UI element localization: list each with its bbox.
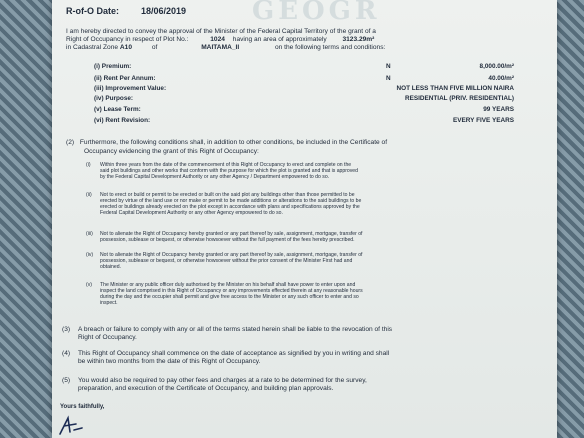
district-name: MAITAMA_II: [201, 44, 240, 51]
clause-line: preparation, and execution of the Certificate of Occupancy, and building plan approvals.: [78, 385, 334, 392]
document-page: [52, 0, 557, 438]
intro-line-3a: in Cadastral Zone: [66, 44, 119, 51]
term-label: (i) Premium:: [94, 63, 132, 70]
term-label: (v) Lease Term:: [94, 106, 141, 113]
intro-line-3: [66, 44, 546, 52]
subclause-line: possession, sublease or bequest, or otherwise howsoever without the prior consent of the Minister First had and: [100, 258, 353, 264]
term-value: RESIDENTIAL (PRIV. RESIDENTIAL): [404, 95, 514, 102]
intro-line-2a: Right of Occupancy in respect of Plot No.:: [66, 36, 189, 43]
clause-line: Right of Occupancy.: [78, 334, 137, 341]
ref-date-line: [66, 6, 186, 16]
clause-line: be within two months from the date of this Right of Occupancy.: [78, 358, 261, 365]
left-decorative-border: [0, 0, 60, 438]
term-value: 99 YEARS: [483, 106, 514, 113]
clause-2-num: (2): [66, 139, 75, 146]
subclause-num: (iii): [86, 231, 93, 237]
subclause-line: Federal Capital Development Authority or any other Agency empowered to do so.: [100, 210, 283, 216]
subclause-line: said plot buildings and other works that conform with the purpose for which the plot is granted and that is approved: [100, 168, 358, 174]
term-label: (iii) Improvement Value:: [94, 85, 167, 92]
clause-num: (4): [62, 350, 71, 357]
intro-line-2: [66, 36, 546, 44]
intro-line-3c: on the following terms and conditions:: [275, 44, 386, 51]
subclause-line: The Minister or any public officer duly authorised by the Minister on his behalf shall have power to enter upon and: [100, 282, 356, 288]
term-label: (vi) Rent Revision:: [94, 117, 151, 124]
subclause-text: [100, 231, 546, 243]
subclause-line: erected or buildings already erected on the plot except in accordance with plans and specifications approved by the: [100, 204, 360, 210]
clause-2-line-2: Occupancy evidencing the grant of this Right of Occupancy:: [84, 148, 259, 155]
subclause-line: Not to erect or build or permit to be erected or built on the said plot any buildings other than those permitted to be: [100, 192, 355, 198]
plot-number: 1024: [210, 36, 225, 43]
intro-line-3b: of: [151, 44, 158, 51]
term-value: NOT LESS THAN FIVE MILLION NAIRA: [396, 85, 514, 92]
subclause-num: (i): [86, 162, 91, 168]
intro-line-1: I am hereby directed to convey the approval of the Minister of the Federal Capital Territory of the grant of a: [66, 28, 376, 35]
clause-num: (3): [62, 326, 71, 333]
subclause-line: during the day and the occupier shall permit and give free access to the Minister or any such officer to enter and so: [100, 294, 359, 300]
closing-text: Yours faithfully,: [60, 404, 105, 410]
term-currency: N: [386, 63, 391, 70]
subclause-num: (ii): [86, 192, 92, 198]
term-label: (ii) Rent Per Annum:: [94, 75, 156, 82]
subclause-text: [100, 252, 546, 270]
subclause-line: Not to alienate the Right of Occupancy hereby granted or any part thereof by sale, assignment, mortgage, transfer of: [100, 252, 363, 258]
clause-text: [78, 326, 550, 342]
signature-mark: [56, 414, 86, 436]
subclause-text: [100, 282, 546, 306]
subclause-num: (iv): [86, 252, 94, 258]
ref-date-value: 18/06/2019: [141, 6, 187, 16]
term-value: 40.00/m²: [488, 75, 514, 82]
subclause-line: Within three years from the date of the commencement of this Right of Occupancy to erect and complete on the: [100, 162, 352, 168]
clause-num: (5): [62, 377, 71, 384]
clause-line: This Right of Occupancy shall commence on the date of acceptance as signified by you in writing and shall: [78, 350, 390, 357]
subclause-line: inspect.: [100, 300, 118, 306]
clause-2: [66, 139, 551, 147]
term-value: 8,000.00/m²: [479, 63, 514, 70]
clause-line: You would also be required to pay other fees and charges at a rate to be determined for the survey,: [78, 377, 367, 384]
intro-line-2b: having an area of approximately: [232, 36, 327, 43]
term-label: (iv) Purpose:: [94, 95, 134, 102]
subclause-line: by the Federal Capital Development Authority or any other Agency / Department empowered to do so.: [100, 174, 330, 180]
subclause-line: obtained.: [100, 264, 121, 270]
subclause-text: [100, 192, 546, 216]
subclause-text: [100, 162, 546, 180]
clause-text: [78, 377, 550, 393]
watermark-text: GEOGR: [252, 0, 381, 26]
clause-2-line-1: Furthermore, the following conditions shall, in addition to other conditions, be included in the Certificate of: [79, 139, 388, 146]
ref-date-label: R-of-O Date:: [66, 6, 119, 16]
term-currency: N: [386, 75, 391, 82]
term-value: EVERY FIVE YEARS: [453, 117, 514, 124]
subclause-line: Not to alienate the Right of Occupancy hereby granted or any part thereof by sale, assignment, mortgage, transfer of: [100, 231, 363, 237]
subclause-line: erected by virtue of the land use or nor make or permit to be made additions or alterations to the said buildings to be: [100, 198, 362, 204]
cadastral-zone: A10: [119, 44, 132, 51]
subclause-line: possession, sublease or bequest, or otherwise howsoever without the full payment of the fees hereby prescribed.: [100, 237, 355, 243]
plot-area: 3123.29m²: [342, 36, 375, 43]
subclause-num: (v): [86, 282, 92, 288]
clause-line: A breach or failure to comply with any or all of the terms stated herein shall be liable to the revocation of this: [78, 326, 393, 333]
clause-text: [78, 350, 550, 366]
subclause-line: inspect the land comprised in this Right of Occupancy or any improvements effected therein at any reasonable hours: [100, 288, 363, 294]
